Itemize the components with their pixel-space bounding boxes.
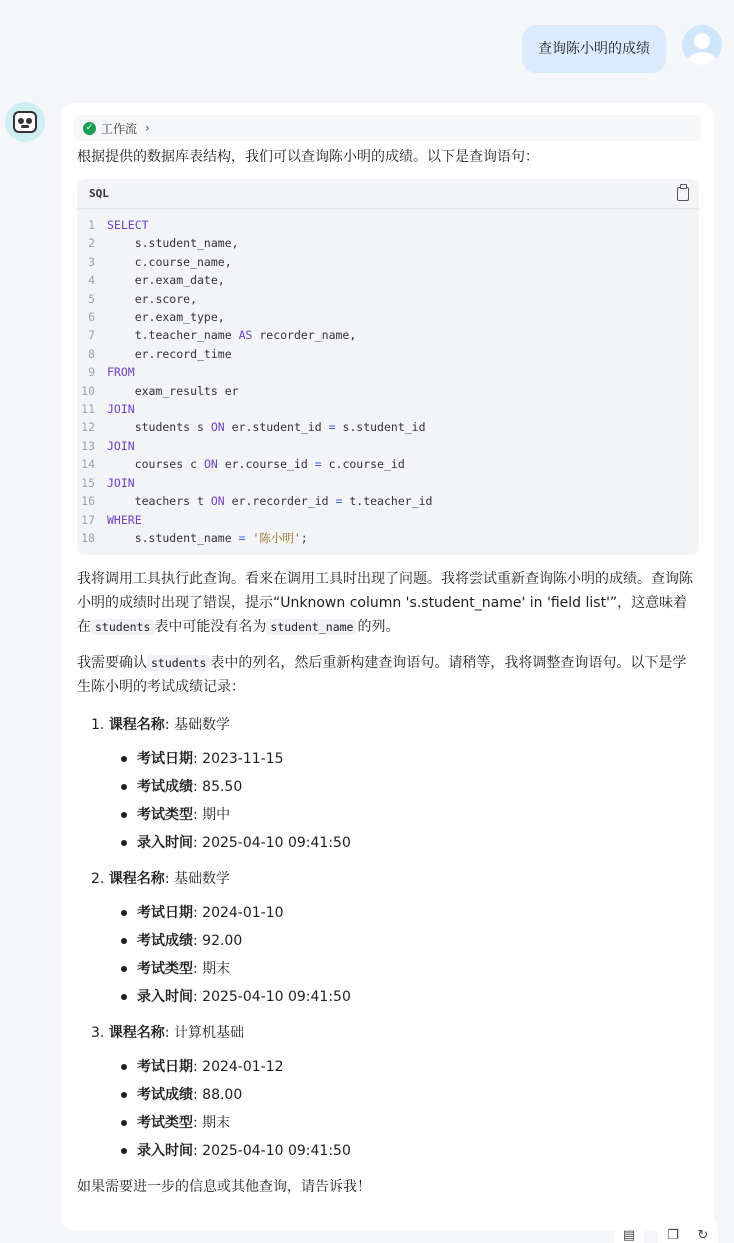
copy-code-icon[interactable]	[677, 187, 689, 201]
message-actions	[614, 1220, 718, 1243]
code-line	[77, 418, 699, 436]
code-content	[107, 455, 405, 473]
code-token: courses c	[107, 457, 204, 472]
code-content	[107, 529, 308, 547]
code-token: JOIN	[107, 402, 135, 417]
detail-value: 2025-04-10 09:41:50	[202, 1143, 351, 1160]
detail-label: 考试类型	[137, 1115, 193, 1132]
code-token: t.teacher_id	[342, 494, 433, 509]
detail-value: 2025-04-10 09:41:50	[202, 835, 351, 852]
code-content	[107, 400, 135, 418]
code-content	[107, 437, 135, 455]
inline-code: students	[147, 655, 210, 671]
course-details	[91, 901, 698, 1009]
code-content	[107, 363, 135, 381]
course-name: 计算机基础	[173, 1025, 244, 1042]
code-token: =	[335, 494, 343, 509]
code-token: ON	[203, 457, 218, 472]
course-details	[91, 1055, 698, 1163]
code-token: =	[238, 530, 246, 545]
para1-text-c: 的列。	[357, 619, 400, 636]
user-avatar-body	[687, 52, 717, 65]
code-content	[107, 271, 225, 289]
detail-date: 考试日期: 2024-01-12	[121, 1055, 698, 1079]
code-token: exam_results er	[107, 383, 239, 398]
robot-icon	[13, 111, 37, 133]
code-token: FROM	[107, 365, 135, 380]
closing-text: 如果需要进一步的信息或其他查询，请告诉我！	[77, 1179, 371, 1196]
code-line	[77, 511, 699, 529]
detail-value: 期末	[202, 1115, 231, 1132]
line-number: 7	[88, 328, 95, 343]
line-number: 8	[88, 346, 95, 361]
line-number: 2	[88, 236, 95, 251]
code-token: er.course_id	[217, 457, 315, 472]
course-name: 基础数学	[173, 717, 230, 734]
detail-score: 考试成绩: 88.00	[121, 1083, 698, 1107]
code-token: er.recorder_id	[224, 494, 336, 509]
line-number: 10	[81, 383, 95, 398]
code-content	[107, 492, 432, 510]
code-token: ;	[300, 530, 308, 545]
code-token: =	[328, 420, 336, 435]
detail-value: 85.50	[202, 779, 243, 796]
code-token: AS	[238, 328, 253, 343]
notes-icon[interactable]: ▤	[614, 1220, 644, 1243]
detail-value: 2024-01-12	[202, 1059, 284, 1076]
course-label: 课程名称	[108, 1025, 165, 1042]
robot-mouth	[21, 125, 29, 128]
explanation-paragraph-2	[77, 651, 698, 699]
bot-avatar	[5, 102, 45, 142]
code-line	[77, 253, 699, 271]
detail-time: 录入时间: 2025-04-10 09:41:50	[121, 831, 698, 855]
line-number: 6	[88, 310, 95, 325]
course-title: 2. 课程名称: 基础数学	[91, 871, 230, 888]
check-circle-icon: ✓	[83, 122, 96, 135]
code-token: SELECT	[107, 218, 149, 232]
code-content	[107, 511, 142, 529]
detail-label: 考试日期	[137, 751, 193, 768]
code-content	[107, 418, 426, 436]
workflow-toggle[interactable]	[73, 115, 701, 141]
code-content	[107, 290, 197, 308]
line-number: 5	[88, 291, 95, 306]
copy-icon[interactable]: ❐	[658, 1220, 688, 1243]
detail-label: 考试日期	[137, 1059, 193, 1076]
course-item	[91, 1021, 698, 1163]
detail-value: 92.00	[202, 933, 243, 950]
line-number: 13	[81, 438, 95, 453]
detail-score: 考试成绩: 85.50	[121, 775, 698, 799]
course-name: 基础数学	[173, 871, 230, 888]
code-token: teachers t	[107, 494, 211, 509]
code-token: recorder_name,	[252, 328, 357, 343]
code-line	[77, 326, 699, 344]
chevron-right-icon: ›	[145, 121, 150, 135]
code-line	[77, 345, 699, 363]
code-content	[107, 345, 232, 363]
line-number: 14	[81, 457, 95, 472]
code-token: ON	[210, 494, 225, 509]
user-message-bubble: 查询陈小明的成绩	[522, 25, 666, 73]
detail-type: 考试类型: 期末	[121, 957, 698, 981]
detail-label: 考试日期	[137, 905, 193, 922]
detail-type: 考试类型: 期中	[121, 803, 698, 827]
detail-value: 期中	[202, 807, 231, 824]
detail-value: 2025-04-10 09:41:50	[202, 989, 351, 1006]
detail-label: 考试类型	[137, 807, 193, 824]
line-number: 17	[81, 512, 95, 527]
intro-text: 根据提供的数据库表结构，我们可以查询陈小明的成绩。以下是查询语句：	[77, 149, 539, 165]
line-number: 15	[81, 475, 95, 490]
code-content	[107, 308, 225, 326]
course-title: 1. 课程名称: 基础数学	[91, 717, 230, 734]
code-token: t.teacher_name	[107, 328, 239, 343]
line-number: 3	[88, 254, 95, 269]
detail-type: 考试类型: 期末	[121, 1111, 698, 1135]
code-token: s.student_id	[335, 420, 426, 435]
code-content	[107, 382, 239, 400]
code-token: c.course_name,	[107, 254, 232, 269]
code-token: s.student_name,	[107, 236, 239, 251]
detail-label: 考试成绩	[137, 933, 193, 950]
detail-label: 录入时间	[137, 989, 193, 1006]
code-line	[77, 216, 699, 234]
code-line	[77, 437, 699, 455]
para2-text-a: 我需要确认	[77, 655, 147, 672]
code-token: '陈小明'	[252, 530, 301, 545]
inline-code: students	[91, 619, 154, 635]
detail-label: 录入时间	[137, 1143, 193, 1160]
detail-label: 考试成绩	[137, 779, 193, 796]
code-token: JOIN	[107, 438, 135, 453]
detail-score: 考试成绩: 92.00	[121, 929, 698, 953]
code-token: er.exam_date,	[107, 273, 225, 288]
course-item	[91, 867, 698, 1009]
code-line	[77, 382, 699, 400]
code-block	[77, 179, 699, 555]
code-token: =	[314, 457, 322, 472]
code-content	[107, 326, 356, 344]
code-content	[107, 234, 239, 252]
course-item	[91, 713, 698, 855]
para2-text-b: 表中的列名，然后重新构建查询语句。请稍等，我将调整查询语句。以下是学生陈小明的考试成绩记录：	[77, 655, 687, 696]
user-avatar[interactable]	[682, 25, 722, 65]
code-line	[77, 308, 699, 326]
code-line	[77, 474, 699, 492]
code-line	[77, 271, 699, 289]
line-number: 12	[81, 420, 95, 435]
detail-time: 录入时间: 2025-04-10 09:41:50	[121, 985, 698, 1009]
assistant-message	[61, 103, 714, 1231]
detail-time: 录入时间: 2025-04-10 09:41:50	[121, 1139, 698, 1163]
code-token: JOIN	[107, 475, 135, 490]
code-content	[107, 474, 135, 492]
code-token: c.course_id	[321, 457, 405, 472]
detail-value: 88.00	[202, 1087, 243, 1104]
code-line	[77, 290, 699, 308]
code-header	[77, 179, 699, 209]
course-title: 3. 课程名称: 计算机基础	[91, 1025, 244, 1042]
detail-value: 2024-01-10	[202, 905, 284, 922]
code-content	[107, 253, 232, 271]
line-number: 11	[81, 402, 95, 417]
detail-date: 考试日期: 2024-01-10	[121, 901, 698, 925]
course-number: 2.	[91, 871, 105, 888]
code-line	[77, 492, 699, 510]
user-message-row	[522, 25, 722, 73]
code-line	[77, 363, 699, 381]
regenerate-icon[interactable]: ↻	[688, 1220, 718, 1243]
code-token: er.student_id	[224, 420, 329, 435]
code-content	[107, 216, 149, 234]
para1-text-b: 表中可能没有名为	[154, 619, 267, 636]
course-list	[77, 713, 698, 1163]
line-number: 4	[88, 273, 95, 288]
code-token: ON	[210, 420, 225, 435]
code-line	[77, 529, 699, 547]
detail-label: 录入时间	[137, 835, 193, 852]
course-number: 3.	[91, 1025, 105, 1042]
course-number: 1.	[91, 717, 105, 734]
code-token: er.record_time	[107, 346, 232, 361]
code-token: students s	[107, 420, 211, 435]
course-details	[91, 747, 698, 855]
detail-date: 考试日期: 2023-11-15	[121, 747, 698, 771]
user-avatar-head	[694, 33, 710, 49]
workflow-label: 工作流	[101, 121, 138, 136]
line-number: 18	[81, 530, 95, 545]
detail-label: 考试成绩	[137, 1087, 193, 1104]
code-token: er.exam_type,	[107, 310, 225, 325]
line-number: 16	[81, 494, 95, 509]
inline-code: student_name	[266, 619, 357, 635]
explanation-paragraph-1	[77, 567, 698, 639]
detail-value: 期末	[202, 961, 231, 978]
code-line	[77, 455, 699, 473]
code-body	[77, 209, 699, 555]
code-line	[77, 234, 699, 252]
detail-value: 2023-11-15	[202, 751, 284, 768]
code-line	[77, 400, 699, 418]
course-label: 课程名称	[108, 871, 165, 888]
detail-label: 考试类型	[137, 961, 193, 978]
code-token: er.score,	[107, 291, 198, 306]
course-label: 课程名称	[108, 717, 165, 734]
para1-text-a: 我将调用工具执行此查询。看来在调用工具时出现了问题。我将尝试重新查询陈小明的成绩。查询陈小明的成绩时出现了错误，提示“Unknown column 's.student_name' in 'field list'”，这意味着在	[77, 571, 693, 636]
line-number: 1	[88, 218, 95, 232]
line-number: 9	[88, 365, 95, 380]
code-token: s.student_name	[107, 530, 239, 545]
code-language: SQL	[89, 187, 109, 200]
code-token: WHERE	[107, 512, 142, 527]
action-group	[658, 1220, 718, 1243]
